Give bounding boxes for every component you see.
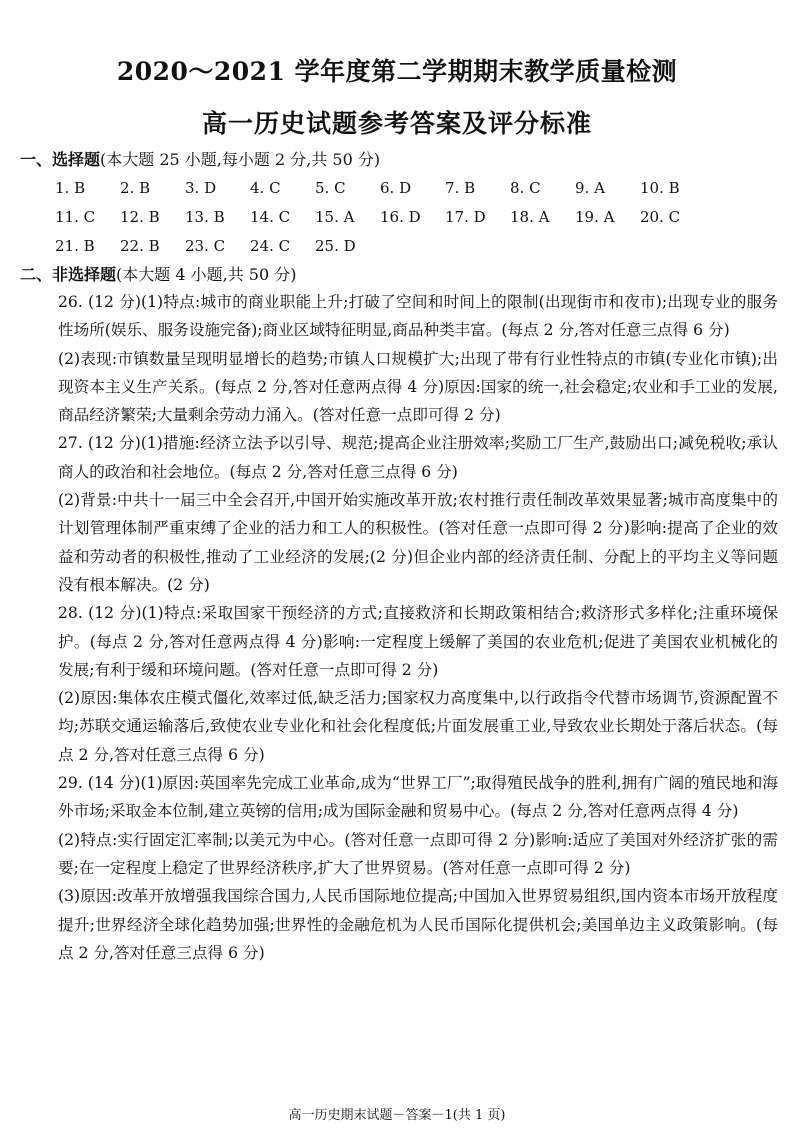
q26-part1: 26. (12 分)(1)特点:城市的商业职能上升;打破了空间和时间上的限制(出现街市和夜市);出现专业的服务性场所(娱乐、服务设施完备);商业区域特征明显,商品种类丰富。(每点 2 分,答对任意三点得 6 分) xyxy=(58,293,778,340)
q29-part2: (2)特点:实行固定汇率制;以美元为中心。(答对任意一点即可得 2 分)影响:适应了美国对外经济扩张的需要;在一定程度上稳定了世界经济秩序,扩大了世界贸易。(答对任意一点即可得 2 分) xyxy=(58,830,778,877)
answer-item: 2. B xyxy=(120,179,151,197)
document-subtitle: 高一历史试题参考答案及评分标准 xyxy=(201,109,592,138)
multiple-choice-answers xyxy=(55,176,735,258)
q28-part1: 28. (12 分)(1)特点:采取国家干预经济的方式;直接救济和长期政策相结合;救济形式多样化;注重环境保护。(每点 2 分,答对任意两点得 4 分)影响:一定程度上缓解了美国的农业危机;促进了美国农业机械化的发展;有利于缓和环境问题。(答对任意一点即可得 2 分) xyxy=(58,604,778,679)
answer-item: 17. D xyxy=(445,208,486,226)
answer-item: 25. D xyxy=(315,237,356,255)
answer-item: 16. D xyxy=(380,208,421,226)
answer-item: 13. B xyxy=(185,208,225,226)
q27-part2: (2)背景:中共十一届三中全会召开,中国开始实施改革开放;农村推行责任制改革效果显著;城市高度集中的计划管理体制严重束缚了企业的活力和工人的积极性。(答对任意一点即可得 2 分)影响:提高了企业的效益和劳动者的积极性,推动了工业经济的发展;(2 分)但企业内部的经济责任制、分配上的平均主义等问题没有根本解决。(2 分) xyxy=(58,491,778,594)
answer-item: 11. C xyxy=(55,208,96,226)
answer-item: 19. A xyxy=(575,208,615,226)
q28-part2: (2)原因:集体农庄模式僵化,效率过低,缺乏活力;国家权力高度集中,以行政指令代替市场调节,资源配置不均;苏联交通运输落后,致使农业专业化和社会化程度低;片面发展重工业,导致农业长期处于落后状态。(每点 2 分,答对任意三点得 6 分) xyxy=(58,689,778,764)
document-title: 2020～2021 学年度第二学期期末教学质量检测 xyxy=(116,57,678,86)
answer-item: 21. B xyxy=(55,237,95,255)
answer-item: 14. C xyxy=(250,208,291,226)
page-footer: 高一历史期末试题－答案－1(共 1 页) xyxy=(288,1108,506,1123)
essay-answers xyxy=(58,288,778,967)
answer-item: 24. C xyxy=(250,237,291,255)
answer-item: 1. B xyxy=(55,179,86,197)
answer-item: 5. C xyxy=(315,179,346,197)
answer-item: 22. B xyxy=(120,237,160,255)
section-1-note: (本大题 25 小题,每小题 2 分,共 50 分) xyxy=(100,150,381,169)
answer-item: 23. C xyxy=(185,237,226,255)
answer-item: 12. B xyxy=(120,208,160,226)
q29-part3: (3)原因:改革开放增强我国综合国力,人民币国际地位提高;中国加入世界贸易组织,国内资本市场开放程度提升;世界经济全球化趋势加强;世界性的金融危机为人民币国际化提供机会;美国单边主义政策影响。(每点 2 分,答对任意三点得 6 分) xyxy=(58,887,778,962)
section-2-note: (本大题 4 小题,共 50 分) xyxy=(116,265,297,284)
answer-item: 18. A xyxy=(510,208,550,226)
answer-item: 6. D xyxy=(380,179,412,197)
answer-item: 9. A xyxy=(575,179,605,197)
answer-item: 10. B xyxy=(640,179,680,197)
section-2-heading xyxy=(20,262,296,285)
answer-item: 20. C xyxy=(640,208,681,226)
answer-item: 8. C xyxy=(510,179,541,197)
q27-part1: 27. (12 分)(1)措施:经济立法予以引导、规范;提高企业注册效率;奖励工厂生产,鼓励出口;减免税收;承认商人的政治和社会地位。(每点 2 分,答对任意三点得 6 分) xyxy=(58,434,778,481)
answer-item: 7. B xyxy=(445,179,476,197)
section-2-title: 二、非选择题 xyxy=(20,265,117,284)
section-1-title: 一、选择题 xyxy=(20,150,101,169)
answer-item: 15. A xyxy=(315,208,355,226)
answer-item: 4. C xyxy=(250,179,281,197)
answer-item: 3. D xyxy=(185,179,217,197)
q26-part2: (2)表现:市镇数量呈现明显增长的趋势;市镇人口规模扩大;出现了带有行业性特点的市镇(专业化市镇);出现资本主义生产关系。(每点 2 分,答对任意两点得 4 分)原因:国家的统一,社会稳定;农业和手工业的发展,商品经济繁荣;大量剩余劳动力涌入。(答对任意一点即可得 2 分) xyxy=(58,349,778,425)
q29-part1: 29. (14 分)(1)原因:英国率先完成工业革命,成为“世界工厂”;取得殖民战争的胜利,拥有广阔的殖民地和海外市场;采取金本位制,建立英镑的信用;成为国际金融和贸易中心。(每点 2 分,答对任意两点得 4 分) xyxy=(58,774,778,821)
section-1-heading xyxy=(20,147,380,170)
